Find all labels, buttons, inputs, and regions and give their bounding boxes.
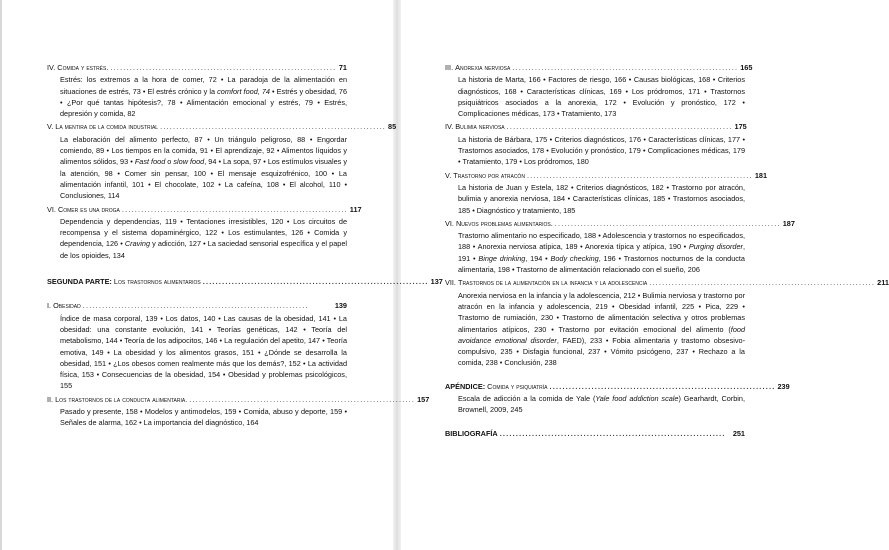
- appendix-title: Comida y psiquiatría: [487, 381, 548, 391]
- subtopics: [458, 230, 745, 275]
- page-number: 137: [430, 277, 443, 287]
- text-run: Dependencia y dependencias, 119 • Tentaciones irresistibles, 120 • Los circuitos de recompensa y el sistema dopaminérgico, 122 • Los estimulantes, 126 • Comida y dependencia, 126 •: [60, 216, 347, 249]
- toc-heading: VII. Trastornos de la alimentación en la infancia y la adolescencia ...................................................................... 211: [445, 278, 889, 288]
- text-run: Escala de adicción a la comida de Yale (: [458, 394, 596, 404]
- italic-run: comfort food, 74: [217, 86, 270, 96]
- page-edge: [0, 0, 2, 550]
- text-run: , 94 • La sopa, 97 • Los estímulos visuales y la atención, 98 • Comer sin pensar, 100 • El mensaje esquizofrénico, 100 • La alimentación infantil, 101 • El chocolate, 102 • La cafeína, 108 • El alcohol, 110 • Conclusiones, 114: [60, 157, 347, 201]
- chapter-number: VI.: [47, 204, 56, 214]
- text-run: , FAED), 233 • Fobia alimentaria y trastorno obsesivo-compulsivo, 235 • Disfagia funcional, 237 • Vómito psicógeno, 237 • Rechazo a la comida, 238 • Conclusión, 238: [458, 335, 745, 368]
- subtopics: [60, 216, 347, 261]
- toc-heading: IV. Comida y estrés. ...................................................................... 71: [47, 63, 347, 72]
- toc-heading: V. La mentira de la comida industrial ...................................................................... 85: [47, 122, 397, 132]
- page-number: 187: [782, 218, 795, 228]
- subtopics: [60, 406, 347, 429]
- italic-run: slow food: [173, 157, 205, 167]
- toc-entry: [47, 121, 397, 201]
- subtopics: [458, 74, 745, 119]
- chapter-title: Trastorno por atracón: [453, 170, 525, 180]
- italic-run: Fast food: [134, 157, 166, 167]
- text-run: Estrés: los extremos a la hora de comer, 72 • La paradoja de la alimentación en situaciones de estrés, 73 • El estrés crónico y la: [60, 75, 347, 96]
- italic-run: Yale food addiction scale: [595, 394, 679, 404]
- book-gutter: [393, 0, 401, 550]
- chapter-number: I.: [47, 301, 52, 311]
- chapter-number: III.: [445, 63, 454, 72]
- chapter-number: IV.: [445, 122, 454, 132]
- text-run: , 196 • Trastornos nocturnos de la conducta alimentaria, 198 • Trastorno de alimentación relacionado con el sueño, 206: [458, 253, 745, 275]
- text-run: La elaboración del alimento perfecto, 87 • Un triángulo peligroso, 88 • Engordar comiendo, 89 • Los tiempos en la comida, 91 • El aprendizaje, 92 • Alimentos líquidos y alimentos sólidos, 93 •: [60, 134, 347, 167]
- text-run: ) Gearhardt, Corbin, Brownell, 2009, 245: [458, 394, 745, 415]
- page-number: 211: [877, 278, 889, 288]
- bibliography-entry: [445, 428, 745, 439]
- chapter-number: VI.: [445, 218, 454, 228]
- right-page: [445, 62, 889, 439]
- text-run: La historia de Marta, 166 • Factores de riesgo, 166 • Causas biológicas, 168 • Criterios diagnósticos, 168 • Características clínicas, 169 • Los pródromos, 171 • Trastornos psiquiátricos asociados a la anorexia, 172 • Evolución y pronóstico, 172 • Complicaciones médicas, 173 • Tratamiento, 173: [458, 75, 745, 119]
- toc-heading: SEGUNDA PARTE: Los trastornos alimentarios ...................................................................... 137: [47, 277, 443, 287]
- toc-heading: I. Obesidad ...................................................................... 139: [47, 301, 347, 311]
- page-number: 139: [334, 301, 347, 311]
- text-run: La historia de Juan y Estela, 182 • Criterios diagnósticos, 182 • Trastorno por atracón, bulimia y anorexia nerviosa, 184 • Características clínicas, 185 • Trastornos asociados, 185 • Diagnóstico y tratamiento, 185: [458, 182, 745, 215]
- subtopics: [60, 134, 347, 202]
- page-number: 85: [388, 122, 397, 132]
- text-run: , 191 •: [458, 242, 745, 263]
- italic-run: Craving: [124, 239, 151, 249]
- toc-heading: II. Los trastornos de la conducta alimentaria. ...................................................................... 157: [47, 394, 430, 404]
- toc-entry: [445, 62, 753, 119]
- page-number: 175: [734, 122, 747, 132]
- chapter-number: IV.: [47, 63, 56, 72]
- toc-entry: [47, 394, 430, 429]
- chapter-title: Anorexia nerviosa: [455, 63, 511, 72]
- chapter-title: Comida y estrés.: [57, 63, 109, 72]
- chapter-title: Comer es una droga: [57, 204, 120, 214]
- toc-entry: [445, 218, 795, 275]
- page-number: 117: [349, 204, 362, 214]
- text-run: • Estrés y obesidad, 76 • ¿Por qué tantas hipótesis?, 78 • Alimentación emocional y estrés, 79 • Estrés, depresión y comida, 82: [60, 86, 347, 119]
- appendix-entry: [445, 381, 790, 416]
- toc-entry: [47, 204, 362, 261]
- toc-entry: [47, 62, 347, 119]
- subtopics: [60, 74, 347, 119]
- italic-run: Purging disorder: [688, 242, 743, 252]
- page-number: 165: [740, 63, 753, 72]
- part-title: Los trastornos alimentarios: [113, 277, 201, 287]
- toc-heading: III. Anorexia nerviosa ...................................................................... 165: [445, 63, 753, 72]
- left-page: [47, 62, 443, 431]
- text-run: Anorexia nerviosa en la infancia y la adolescencia, 212 • Bulimia nerviosa y trastorno por atracón en la infancia y adolescencia, 219 • Obesidad infantil, 225 • Pica, 229 • Trastorno de rumiación, 230 • Trastorno de alimentación selectiva y otros problemas alimentarios atípicos, 230 • Trastorno por evitación emocional del alimento (: [458, 290, 745, 334]
- page-number: 251: [732, 428, 745, 438]
- chapter-number: VII.: [445, 278, 456, 288]
- chapter-title: Nuevos problemas alimentarios.: [455, 218, 553, 228]
- appendix-label: APÉNDICE:: [445, 381, 486, 391]
- page-number: 71: [338, 63, 347, 72]
- chapter-number: II.: [47, 394, 54, 404]
- subtopics: [458, 182, 745, 216]
- toc-heading: VI. Comer es una droga ...................................................................... 117: [47, 204, 362, 214]
- bibliography-label: BIBLIOGRAFÍA: [445, 428, 498, 438]
- subtopics: [458, 134, 745, 168]
- chapter-number: V.: [47, 122, 54, 132]
- italic-run: Binge drinking: [478, 253, 526, 263]
- chapter-title: Obesidad: [53, 301, 81, 311]
- page-number: 157: [417, 394, 430, 404]
- italic-run: Body checking: [550, 253, 599, 263]
- chapter-title: Los trastornos de la conducta alimentaria.: [55, 394, 188, 404]
- chapter-title: Bulimia nerviosa: [455, 122, 505, 132]
- text-run: o: [165, 157, 174, 167]
- italic-run: food avoidance emotional disorder: [458, 324, 745, 345]
- text-run: La historia de Bárbara, 175 • Criterios diagnósticos, 176 • Características clínicas, 177 • Trastornos asociados, 178 • Evolución y pronóstico, 179 • Complicaciones médicas, 179 • Tratamiento, 179 • Los pródromos, 180: [458, 134, 745, 167]
- toc-heading: VI. Nuevos problemas alimentarios. ...................................................................... 187: [445, 218, 795, 228]
- page-number: 239: [777, 381, 790, 391]
- text-run: Pasado y presente, 158 • Modelos y antimodelos, 159 • Comida, abuso y deporte, 159 • Señales de alarma, 162 • La importancia del diagnóstico, 164: [60, 407, 347, 428]
- subtopics: [458, 290, 745, 369]
- chapter-number: V.: [445, 170, 452, 180]
- toc-entry: [445, 121, 745, 167]
- toc-heading: V. Trastorno por atracón ...................................................................... 181: [445, 170, 768, 180]
- toc-entry: [47, 300, 347, 391]
- toc-heading: IV. Bulimia nerviosa ...................................................................... 175: [445, 122, 747, 132]
- toc-heading: BIBLIOGRAFÍA ...................................................................... 251: [445, 428, 745, 438]
- toc-heading: APÉNDICE: Comida y psiquiatría ...................................................................... 239: [445, 381, 790, 391]
- text-run: Trastorno alimentario no especificado, 188 • Adolescencia y trastornos no especificados, 188 • Anorexia nerviosa atípica, 189 • Anorexia típica y atípica, 190 •: [458, 231, 745, 252]
- text-run: , 194 •: [525, 253, 551, 263]
- subtopics: [458, 393, 745, 416]
- part-heading: [47, 276, 443, 287]
- chapter-title: Trastornos de la alimentación en la infancia y la adolescencia: [457, 278, 648, 288]
- part-label: SEGUNDA PARTE:: [47, 277, 112, 287]
- chapter-title: La mentira de la comida industrial: [55, 122, 159, 132]
- page-number: 181: [754, 170, 768, 180]
- text-run: Índice de masa corporal, 139 • Los datos, 140 • Las causas de la obesidad, 141 • La obesidad: una constante evolución, 141 • Teorías genéticas, 142 • Teoría del metabolismo, 144 • Teoría de los adipocitos, 146 • La regulación del apetito, 147 • Teoría emotiva, 149 • La obesidad y los alimentos grasos, 151 • ¿Dónde se desarrolla la obesidad, 151 • ¿Los obesos comen realmente más que los demás?, 152 • La actividad física, 153 • Consecuencias de la obesidad, 154 • Obesidad y problemas psicológicos, 155: [60, 313, 347, 391]
- toc-entry: [445, 170, 768, 216]
- subtopics: [60, 313, 347, 392]
- toc-entry: [445, 277, 889, 368]
- text-run: y adicción, 127 • La saciedad sensorial específica y el papel de los opioides, 134: [60, 239, 347, 260]
